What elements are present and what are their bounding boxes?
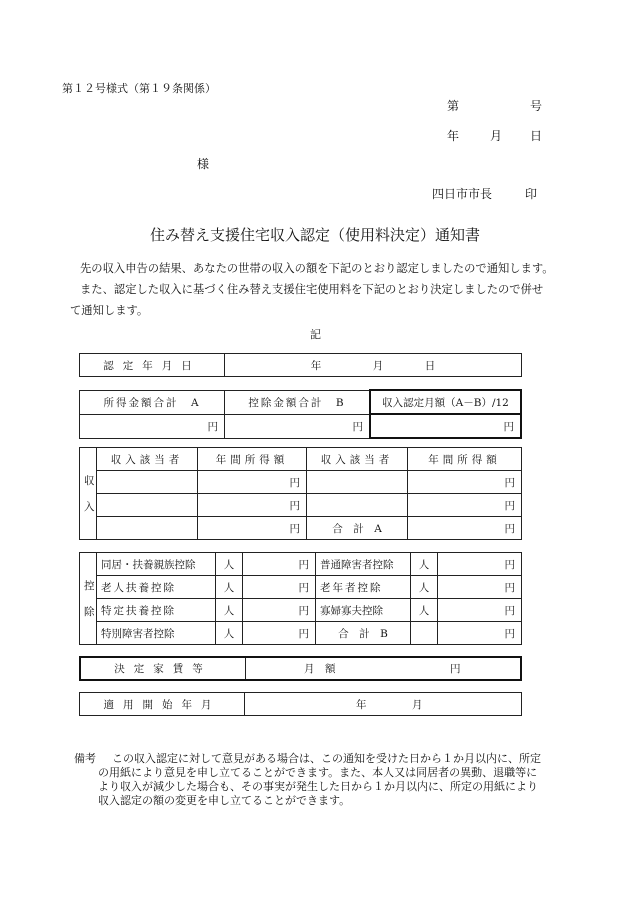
date-tsuki: 月	[490, 129, 503, 143]
deduction-person-unit: 人	[411, 576, 438, 599]
deduction-right-label: 老年者控除	[316, 576, 411, 599]
deduction-amount: 円	[243, 622, 316, 645]
intro-line-1: 先の収入申告の結果、あなたの世帯の収入の額を下記のとおり認定しましたので通知します。	[80, 262, 554, 275]
form-number: 第１２号様式（第１９条関係）	[62, 82, 216, 95]
start-month-nen: 年	[356, 698, 367, 711]
remarks-line-3: より収入が減少した場合も、その事実が発生した日から１か月以内に、所定の用紙により	[98, 780, 538, 793]
intro-line-2: また、認定した収入に基づく住み替え支援住宅使用料を下記のとおり決定しましたので併せ	[80, 283, 544, 296]
recipient-sama: 様	[197, 157, 210, 171]
annual-income-header-1: 年間所得額	[198, 448, 307, 471]
income-summary-table	[79, 389, 522, 439]
deduction-person-unit: 人	[216, 553, 243, 576]
annual-income-cell: 円	[198, 517, 307, 540]
deduction-amount: 円	[243, 553, 316, 576]
start-month-tsuki: 月	[412, 698, 423, 711]
recognition-date-tsuki: 月	[372, 359, 384, 372]
decided-rent-unit: 円	[450, 663, 461, 675]
deduction-amount: 円	[438, 599, 522, 622]
total-deduction-b-header: 控除金額合計 B	[225, 390, 371, 414]
page-title: 住み替え支援住宅収入認定（使用料決定）通知書	[149, 226, 480, 244]
total-income-a-value: 円	[80, 414, 225, 438]
remarks-line-1: この収入認定に対して意見がある場合は、この通知を受けた日から１か月以内に、所定	[112, 752, 541, 765]
recognition-date-nen: 年	[310, 359, 322, 372]
intro-line-3: て通知します。	[70, 304, 149, 317]
annual-income-cell: 円	[198, 494, 307, 517]
date-nen: 年	[447, 129, 460, 143]
deduction-amount: 円	[243, 576, 316, 599]
deduction-left-label: 同居・扶養親族控除	[97, 553, 216, 576]
date-hi: 日	[530, 129, 543, 143]
deduction-amount: 円	[438, 576, 522, 599]
deduction-side-2: 除	[84, 605, 95, 618]
remarks-label: 備考	[74, 752, 96, 765]
total-deduction-b-value: 円	[225, 414, 371, 438]
deduction-left-label: 特定扶養控除	[97, 599, 216, 622]
recognition-date-label: 認定年月日	[80, 354, 225, 377]
seal-mark: 印	[525, 187, 538, 201]
monthly-recognized-income-header: 収入認定月額（A－B）/12	[370, 390, 521, 414]
deduction-amount: 円	[438, 553, 522, 576]
recognition-date-hi: 日	[424, 359, 436, 372]
income-person-cell	[97, 494, 198, 517]
recognition-date-table	[79, 353, 522, 377]
annual-income-cell: 円	[198, 471, 307, 494]
recognition-date-value	[225, 354, 522, 377]
deduction-side-1: 控	[84, 579, 95, 592]
income-person-cell	[307, 471, 408, 494]
income-person-header-1: 収入該当者	[97, 448, 198, 471]
deduction-left-label: 老人扶養控除	[97, 576, 216, 599]
ki-mark: 記	[310, 328, 321, 341]
decided-rent-value	[246, 657, 522, 680]
income-side-label	[80, 448, 97, 540]
start-month-label: 適用開始年月	[80, 693, 245, 716]
deduction-person-unit: 人	[216, 599, 243, 622]
total-income-a-header: 所得金額合計 A	[80, 390, 225, 414]
decided-rent-monthly: 月 額	[304, 663, 336, 675]
income-total-a-value: 円	[408, 517, 522, 540]
income-side-2: 入	[84, 500, 95, 513]
issuer-mayor: 四日市市長	[432, 187, 493, 201]
deduction-person-unit: 人	[411, 599, 438, 622]
deduction-person-unit: 人	[216, 622, 243, 645]
income-side-1: 収	[84, 474, 95, 487]
deduction-left-label: 特別障害者控除	[97, 622, 216, 645]
deduction-person-cell	[411, 622, 438, 645]
income-person-cell	[307, 494, 408, 517]
monthly-recognized-income-value: 円	[370, 414, 521, 438]
deduction-right-label: 普通障害者控除	[316, 553, 411, 576]
remarks-line-2: の用紙により意見を申し立てることができます。また、本人又は同居者の異動、退職等に	[98, 766, 538, 779]
start-month-table	[79, 692, 522, 716]
income-person-cell	[97, 471, 198, 494]
deduction-person-unit: 人	[216, 576, 243, 599]
decided-rent-table	[79, 656, 522, 681]
income-person-cell	[97, 517, 198, 540]
decided-rent-label: 決定家賃等	[80, 657, 246, 680]
income-table	[79, 447, 522, 540]
deduction-total-b-label: 合 計 B	[316, 622, 411, 645]
remarks-line-4: 収入認定の額の変更を申し立てることができます。	[98, 794, 351, 807]
deduction-amount: 円	[243, 599, 316, 622]
deduction-side-label	[80, 553, 97, 645]
annual-income-header-2: 年間所得額	[408, 448, 522, 471]
income-person-header-2: 収入該当者	[307, 448, 408, 471]
start-month-value	[245, 693, 522, 716]
deduction-person-unit: 人	[411, 553, 438, 576]
deduction-total-b-value: 円	[438, 622, 522, 645]
doc-no-dai: 第	[447, 99, 460, 113]
annual-income-cell: 円	[408, 494, 522, 517]
doc-no-go: 号	[530, 99, 543, 113]
deduction-table	[79, 552, 522, 645]
income-total-a-label: 合 計 A	[307, 517, 408, 540]
annual-income-cell: 円	[408, 471, 522, 494]
deduction-right-label: 寡婦寡夫控除	[316, 599, 411, 622]
